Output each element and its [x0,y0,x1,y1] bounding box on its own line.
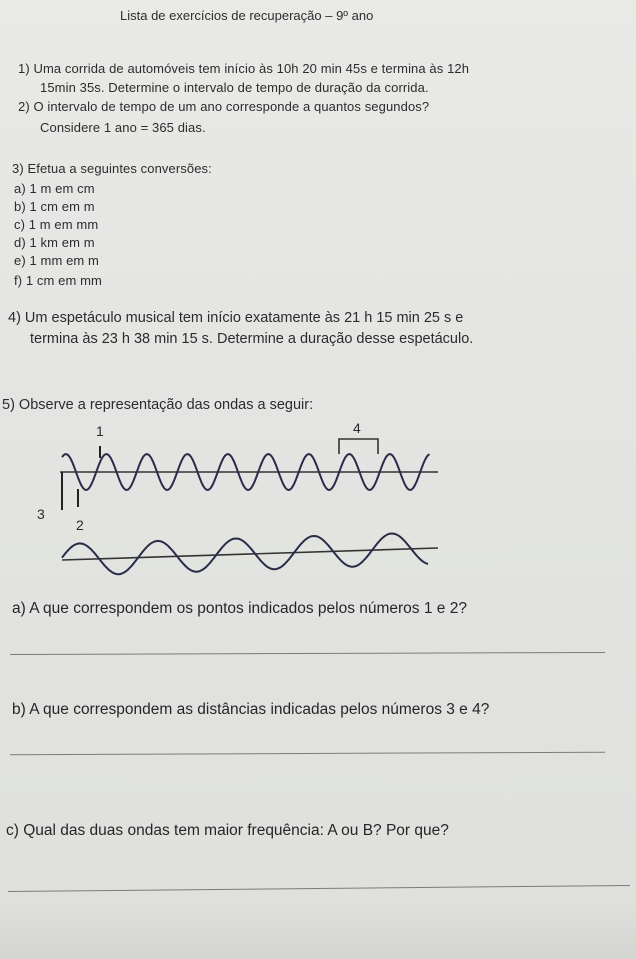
question-4-line-1: 4) Um espetáculo musical tem início exatamente às 21 h 15 min 25 s e [8,310,464,326]
conversion-item-b: b) 1 cm em m [14,199,95,214]
label-2: 2 [76,517,84,533]
wave-a [60,439,438,510]
question-1-line-2: 15min 35s. Determine o intervalo de tempo de duração da corrida. [40,80,429,95]
conversion-item-a: a) 1 m em cm [14,181,95,196]
question-5-title: 5) Observe a representação das ondas a seguir: [2,397,314,413]
bracket-4 [339,439,378,454]
page-title: Lista de exercícios de recuperação – 9º ano [120,8,374,23]
conversion-item-d: d) 1 km em m [14,235,95,250]
conversion-item-f: f) 1 cm em mm [14,273,102,288]
question-4-line-2: termina às 23 h 38 min 15 s. Determine a duração desse espetáculo. [30,331,474,347]
conversion-item-e: e) 1 mm em m [14,253,99,268]
conversion-item-c: c) 1 m em mm [14,217,99,232]
label-4: 4 [353,420,361,436]
question-2-line-2: Considere 1 ano = 365 dias. [40,120,206,135]
wave-b-axis [62,548,438,560]
question-1-line-1: 1) Uma corrida de automóveis tem início às 10h 20 min 45s e termina às 12h [18,61,470,76]
label-3: 3 [37,506,45,522]
label-1: 1 [96,423,104,439]
question-5b: b) A que correspondem as distâncias indicadas pelos números 3 e 4? [12,701,490,718]
question-5a: a) A que correspondem os pontos indicados pelos números 1 e 2? [12,600,467,617]
question-3-title: 3) Efetua a seguintes conversões: [12,161,212,176]
question-2-line-1: 2) O intervalo de tempo de um ano corresponde a quantos segundos? [18,99,430,114]
wave-b [62,534,438,575]
question-5c: c) Qual das duas ondas tem maior frequência: A ou B? Por que? [6,822,449,839]
page-shadow [0,899,636,959]
